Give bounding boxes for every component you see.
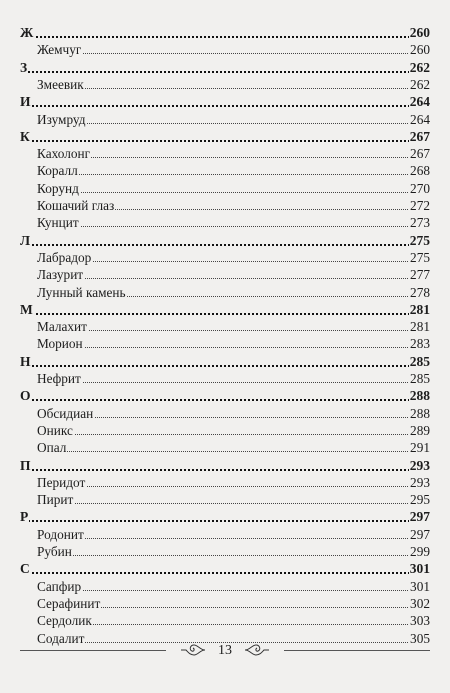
page-ref: 301 <box>409 561 430 577</box>
toc-entry <box>0 526 450 544</box>
dot-leader <box>37 538 430 539</box>
toc-entry <box>0 595 450 613</box>
toc-entry <box>0 266 450 284</box>
toc-entry <box>0 41 450 59</box>
section-letter-label: О <box>20 388 31 404</box>
toc-section-letter <box>0 387 450 405</box>
page-ref: 281 <box>410 319 430 335</box>
dot-leader <box>37 330 430 331</box>
page-ref: 281 <box>409 301 430 317</box>
section-letter-label: Ж <box>20 25 34 40</box>
entry-title: Сердолик <box>37 613 92 629</box>
toc-entry <box>0 491 450 509</box>
dot-leader <box>37 174 430 175</box>
dot-leader <box>20 140 430 142</box>
entry-title: Лазурит <box>37 267 84 283</box>
dot-leader <box>20 313 430 315</box>
page-ref: 299 <box>410 544 430 559</box>
toc-entry <box>0 76 450 94</box>
page-ref: 267 <box>410 146 430 162</box>
footer-rule-left <box>20 650 166 651</box>
toc-entry <box>0 370 450 388</box>
dot-leader <box>37 123 430 124</box>
page-ref: 275 <box>409 232 430 248</box>
page-ref: 275 <box>410 249 430 265</box>
entry-title: Сапфир <box>37 578 82 594</box>
dot-leader <box>20 244 430 246</box>
section-letter-label: Н <box>20 353 31 369</box>
page-ref: 278 <box>410 284 430 300</box>
page-ref: 291 <box>410 440 430 456</box>
entry-title: Содалит <box>37 630 85 646</box>
entry-title: Кошачий глаз <box>37 198 115 213</box>
dot-leader <box>37 555 430 556</box>
page-ref: 277 <box>410 267 430 283</box>
dot-leader <box>20 399 430 401</box>
entry-title: Кунцит <box>37 215 79 231</box>
toc-entry <box>0 145 450 163</box>
entry-title: Коралл <box>37 163 78 179</box>
dot-leader <box>37 590 430 591</box>
toc-entry <box>0 543 450 561</box>
page-ref: 273 <box>410 215 430 231</box>
page-ref: 289 <box>410 422 430 438</box>
flourish-left-icon <box>180 642 206 658</box>
dot-leader <box>20 520 430 522</box>
page-ref: 267 <box>409 128 430 144</box>
section-letter-label: Р <box>20 509 29 525</box>
section-letter-label: Л <box>20 232 31 248</box>
dot-leader <box>37 157 430 158</box>
page-ref: 262 <box>410 76 430 92</box>
entry-title: Корунд <box>37 180 79 196</box>
dot-leader <box>20 365 430 367</box>
dot-leader <box>37 278 430 279</box>
toc-section-letter <box>0 301 450 319</box>
section-letter-label: С <box>20 561 30 577</box>
dot-leader <box>37 53 430 54</box>
toc-section-letter <box>0 353 450 371</box>
page-ref: 295 <box>410 492 430 508</box>
entry-title: Нефрит <box>37 371 81 386</box>
page-ref: 262 <box>409 59 430 75</box>
toc-entry <box>0 474 450 492</box>
toc-section-letter <box>0 560 450 578</box>
toc-entry <box>0 612 450 630</box>
page-ref: 301 <box>410 578 430 594</box>
page-ref: 303 <box>410 613 430 629</box>
entry-title: Оникс <box>37 422 73 438</box>
dot-leader <box>37 417 430 418</box>
dot-leader <box>37 503 430 504</box>
toc-section-letter <box>0 24 450 42</box>
page-ref: 285 <box>410 371 430 386</box>
toc-entry <box>0 578 450 596</box>
toc-entry <box>0 180 450 198</box>
dot-leader <box>37 624 430 625</box>
page-footer <box>20 641 430 661</box>
dot-leader <box>20 36 430 38</box>
toc-section-letter <box>0 232 450 250</box>
page-ref: 270 <box>410 180 430 196</box>
toc-entry <box>0 214 450 232</box>
footer-rule-right <box>284 650 430 651</box>
page-ref: 302 <box>410 595 430 611</box>
page-ref: 293 <box>410 474 430 490</box>
toc-section-letter <box>0 128 450 146</box>
section-letter-label: П <box>20 457 31 473</box>
page-ref: 297 <box>410 526 430 542</box>
entry-title: Серафинит <box>37 595 101 611</box>
toc-section-letter <box>0 508 450 526</box>
dot-leader <box>20 572 430 574</box>
page-ref: 288 <box>410 405 430 421</box>
section-letter-label: М <box>20 301 33 317</box>
section-letter-label: К <box>20 128 30 144</box>
entry-title: Обсидиан <box>37 405 94 421</box>
entry-title: Пирит <box>37 492 74 508</box>
flourish-right-icon <box>244 642 270 658</box>
toc-entry <box>0 111 450 129</box>
dot-leader <box>37 226 430 227</box>
entry-title: Жемчуг <box>37 42 82 58</box>
toc-entry <box>0 422 450 440</box>
entry-title: Змеевик <box>37 76 84 92</box>
toc-entry <box>0 335 450 353</box>
page-ref: 285 <box>409 353 430 369</box>
toc-section-letter <box>0 93 450 111</box>
toc-entry <box>0 439 450 457</box>
dot-leader <box>37 192 430 193</box>
page-ref: 288 <box>409 388 430 404</box>
dot-leader <box>37 261 430 262</box>
entry-title: Изумруд <box>37 111 86 127</box>
dot-leader <box>37 434 430 435</box>
dot-leader <box>20 71 430 73</box>
dot-leader <box>20 469 430 471</box>
dot-leader <box>37 382 430 383</box>
page-number: 13 <box>218 643 232 658</box>
page-ref: 272 <box>410 198 430 213</box>
entry-title: Кахолонг <box>37 146 91 162</box>
dot-leader <box>37 451 430 452</box>
toc-entry <box>0 318 450 336</box>
toc-entry <box>0 249 450 267</box>
toc-entry <box>0 162 450 180</box>
page-ref: 283 <box>410 336 430 352</box>
entry-title: Опал <box>37 440 67 456</box>
section-letter-label: И <box>20 94 31 110</box>
toc-section-letter <box>0 457 450 475</box>
page-ref: 260 <box>410 42 430 58</box>
page-ref: 293 <box>409 457 430 473</box>
dot-leader <box>37 88 430 89</box>
section-letter-label: З <box>20 59 28 75</box>
page-ref: 264 <box>410 111 430 127</box>
toc-section-letter <box>0 59 450 77</box>
entry-title: Лабрадор <box>37 249 92 265</box>
dot-leader <box>20 105 430 107</box>
entry-title: Рубин <box>37 544 72 559</box>
page-ref: 305 <box>410 630 430 646</box>
entry-title: Лунный камень <box>37 284 126 300</box>
toc-entry <box>0 284 450 302</box>
toc-entry <box>0 197 450 215</box>
dot-leader <box>37 347 430 348</box>
toc-entry <box>0 405 450 423</box>
entry-title: Морион <box>37 336 83 352</box>
page-ref: 260 <box>409 25 430 40</box>
entry-title: Перидот <box>37 474 86 490</box>
page-ref: 268 <box>410 163 430 179</box>
dot-leader <box>37 486 430 487</box>
page-ref: 297 <box>409 509 430 525</box>
page-ref: 264 <box>409 94 430 110</box>
entry-title: Малахит <box>37 319 87 335</box>
entry-title: Родонит <box>37 526 84 542</box>
